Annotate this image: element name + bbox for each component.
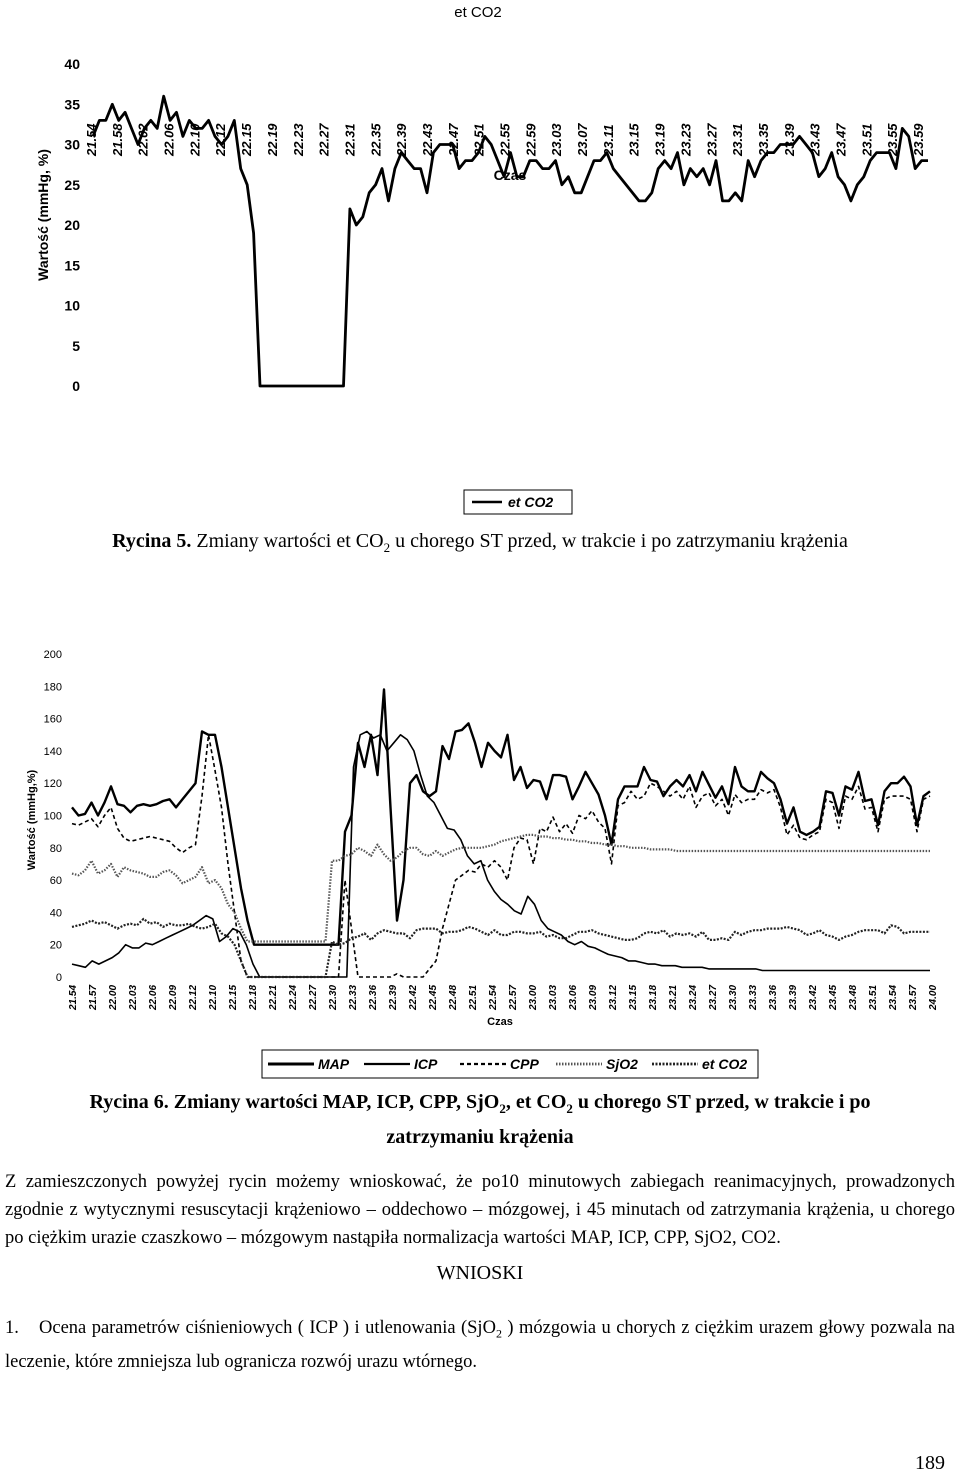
chart2-x-tick-11: 22.24 xyxy=(288,984,299,1010)
figure-6-subscript-a: 2 xyxy=(499,1101,506,1116)
figure-6-label: Rycina 6. xyxy=(89,1091,169,1113)
figure-5-text-a: Zmiany wartości et CO xyxy=(191,530,384,552)
chart2-x-tick-17: 22.42 xyxy=(408,984,419,1010)
chart1-x-tick-23: 23.23 xyxy=(678,123,694,156)
chart2-y-tick-7: 140 xyxy=(43,745,62,758)
chart2-x-tick-2: 22.00 xyxy=(108,984,119,1010)
chart1-legend xyxy=(464,490,572,514)
figure-6-subscript-b: 2 xyxy=(566,1101,573,1116)
chart2-x-tick-42: 23.57 xyxy=(908,984,919,1010)
chart1-x-tick-26: 23.35 xyxy=(755,123,771,156)
chart1-x-tick-14: 22.47 xyxy=(445,123,461,156)
chart1-x-tick-9: 22.27 xyxy=(316,123,332,156)
chart2-y-tick-9: 180 xyxy=(43,681,62,694)
chart2-x-tick-7: 22.10 xyxy=(208,984,219,1010)
chart2-y-tick-8: 160 xyxy=(43,713,62,726)
chart2-x-tick-35: 23.36 xyxy=(768,984,779,1010)
chart2-x-ticks xyxy=(68,985,939,1011)
chart1-x-tick-7: 22.19 xyxy=(264,123,280,156)
chart2-x-tick-3: 22.03 xyxy=(128,984,139,1010)
chart1-x-axis-label: Czas xyxy=(493,167,527,183)
chart2-x-tick-4: 22.06 xyxy=(148,984,159,1010)
chart1-x-tick-21: 23.15 xyxy=(626,123,642,156)
figure-5-caption xyxy=(0,530,960,556)
chart1-x-tick-27: 23.39 xyxy=(781,123,797,156)
chart2-x-tick-38: 23.45 xyxy=(828,984,839,1010)
figure-5-subscript: 2 xyxy=(383,540,391,555)
chart1-x-tick-10: 22.31 xyxy=(342,123,358,156)
chart1-x-tick-13: 22.43 xyxy=(419,123,435,156)
chart2-legend-label-4: et CO2 xyxy=(702,1056,748,1072)
conclusion-text-b: ) mózgowia u chorych z ciężkim urazem głowy pozwala na leczenie, które zmniejsza lub ogranicza rozwój urazu wtórnego. xyxy=(5,1318,955,1372)
chart2-x-tick-37: 23.42 xyxy=(808,984,819,1010)
chart2-y-tick-5: 100 xyxy=(43,810,62,823)
chart2-x-tick-19: 22.48 xyxy=(448,984,459,1010)
chart1-y-tick-5: 25 xyxy=(64,176,80,193)
chart2-legend-label-0: MAP xyxy=(318,1056,350,1072)
chart1-y-tick-7: 35 xyxy=(64,96,80,113)
chart1-x-tick-6: 22.15 xyxy=(239,123,255,156)
chart1-x-tick-15: 22.51 xyxy=(471,123,487,156)
chart2-x-tick-28: 23.15 xyxy=(628,984,639,1010)
chart1-legend-label: et CO2 xyxy=(508,494,554,510)
chart1-title: et CO2 xyxy=(454,4,502,21)
chart2-y-ticks xyxy=(44,649,62,984)
chart2-x-tick-1: 21.57 xyxy=(88,984,99,1010)
chart2-x-tick-34: 23.33 xyxy=(748,984,759,1010)
chart1-x-tick-20: 23.11 xyxy=(600,124,616,156)
figure-6-text-c: u chorego ST przed, w trakcie i po xyxy=(572,1091,871,1113)
chart1-x-tick-17: 22.59 xyxy=(523,123,539,156)
chart1-x-tick-30: 23.51 xyxy=(859,123,875,156)
chart1-y-axis-label: Wartość (mmHg, %) xyxy=(35,149,51,281)
chart2-y-tick-10: 200 xyxy=(43,649,62,661)
chart2-y-tick-2: 40 xyxy=(49,907,62,920)
section-heading: WNIOSKI xyxy=(436,1262,524,1284)
chart2-x-tick-20: 22.51 xyxy=(468,984,479,1010)
chart2-x-tick-30: 23.21 xyxy=(668,984,679,1010)
chart2-series-line-1 xyxy=(72,732,930,978)
chart2-x-tick-15: 22.36 xyxy=(368,984,379,1010)
chart1-x-tick-0: 21.54 xyxy=(84,123,99,156)
chart1-x-tick-22: 23.19 xyxy=(652,123,668,156)
conclusion-text-a: Ocena parametrów ciśnieniowych ( ICP ) i utlenowania (SjO xyxy=(39,1318,496,1338)
chart1-y-tick-2: 10 xyxy=(64,297,80,314)
chart2-x-tick-27: 23.12 xyxy=(608,984,619,1010)
chart2-series-line-3 xyxy=(72,835,930,942)
chart2-y-tick-6: 120 xyxy=(43,778,62,791)
conclusion-number: 1. xyxy=(5,1318,19,1338)
chart2-legend xyxy=(262,1050,758,1078)
chart2-x-tick-41: 23.54 xyxy=(888,984,899,1010)
chart2-x-tick-6: 22.12 xyxy=(188,984,199,1010)
chart1-x-tick-24: 23.27 xyxy=(704,123,720,156)
chart1-y-ticks xyxy=(64,56,80,394)
chart2-x-tick-21: 22.54 xyxy=(488,984,499,1010)
chart2-x-axis-label: Czas xyxy=(487,1016,513,1028)
chart2-series-line-4 xyxy=(72,919,930,977)
chart2-x-tick-10: 22.21 xyxy=(268,984,279,1010)
chart2-y-tick-0: 0 xyxy=(55,972,62,984)
chart2-x-tick-40: 23.51 xyxy=(868,984,879,1010)
chart1-x-tick-3: 22.06 xyxy=(161,123,177,156)
chart2-x-tick-18: 22.45 xyxy=(428,984,439,1010)
etco2-chart xyxy=(0,0,960,510)
chart2-y-tick-4: 80 xyxy=(49,842,62,855)
chart1-x-tick-1: 21.58 xyxy=(109,123,125,156)
chart2-x-tick-23: 23.00 xyxy=(528,984,539,1010)
figure-5-label: Rycina 5. xyxy=(112,530,192,552)
chart2-x-tick-8: 22.15 xyxy=(228,984,239,1010)
figure-6-text-b: , et CO xyxy=(505,1091,567,1113)
conclusion-subscript: 2 xyxy=(495,1326,502,1341)
chart1-x-tick-4: 22.10 xyxy=(187,123,203,156)
page-number: 189 xyxy=(915,1452,945,1474)
chart1-x-tick-31: 23.55 xyxy=(885,123,901,156)
figure-6-line2: zatrzymaniu krążenia xyxy=(386,1126,574,1148)
chart2-x-tick-14: 22.33 xyxy=(348,984,359,1010)
figure-5-text-b: u chorego ST przed, w trakcie i po zatrzymaniu krążenia xyxy=(390,530,848,552)
chart1-x-tick-18: 23.03 xyxy=(549,123,565,156)
chart2-x-tick-12: 22.27 xyxy=(308,984,319,1010)
chart1-y-tick-6: 30 xyxy=(64,136,80,153)
chart2-x-tick-24: 23.03 xyxy=(548,984,559,1010)
chart2-x-tick-16: 22.39 xyxy=(388,984,399,1010)
chart2-y-axis-label: Wartość (mmHg,%) xyxy=(26,769,38,871)
chart2-y-tick-3: 60 xyxy=(49,875,62,888)
chart2-series xyxy=(72,690,930,978)
chart1-x-tick-2: 22.02 xyxy=(135,123,151,156)
conclusion-item xyxy=(5,1314,955,1376)
chart2-series-line-0 xyxy=(72,690,930,945)
chart2-legend-label-3: SjO2 xyxy=(606,1056,638,1072)
chart2-x-tick-22: 22.57 xyxy=(508,984,519,1010)
figure-6-caption xyxy=(20,1088,940,1151)
chart1-x-tick-29: 23.47 xyxy=(833,123,849,156)
chart2-x-tick-25: 23.06 xyxy=(568,984,579,1010)
chart1-x-tick-11: 22.35 xyxy=(368,123,384,156)
chart1-y-tick-1: 5 xyxy=(72,337,80,354)
chart2-x-tick-29: 23.18 xyxy=(648,984,659,1010)
chart1-x-tick-32: 23.59 xyxy=(911,123,926,156)
chart2-x-tick-43: 24.00 xyxy=(928,984,939,1010)
chart2-y-tick-1: 20 xyxy=(49,939,62,952)
chart1-x-tick-12: 22.39 xyxy=(394,123,410,156)
chart2-x-tick-5: 22.09 xyxy=(168,984,179,1010)
chart2-x-tick-39: 23.48 xyxy=(848,984,859,1010)
chart1-x-tick-28: 23.43 xyxy=(807,123,823,156)
figure-6-text-a: Zmiany wartości MAP, ICP, CPP, SjO xyxy=(168,1091,500,1113)
chart2-x-tick-13: 22.30 xyxy=(328,984,339,1010)
chart2-x-tick-36: 23.39 xyxy=(788,984,799,1010)
chart2-x-tick-31: 23.24 xyxy=(688,984,699,1010)
chart2-x-tick-33: 23.30 xyxy=(728,984,739,1010)
chart2-x-tick-26: 23.09 xyxy=(588,984,599,1010)
chart1-y-tick-3: 15 xyxy=(64,257,80,274)
chart1-y-tick-0: 0 xyxy=(72,378,80,394)
chart1-y-tick-4: 20 xyxy=(64,217,80,233)
chart2-x-tick-32: 23.27 xyxy=(708,984,719,1010)
body-paragraph: Z zamieszczonych powyżej rycin możemy wnioskować, że po10 minutowych zabiegach reanimacyjnych, prowadzonych zgodnie z wytycznymi resuscytacji krążeniowo – oddechowo – mózgowej, i 45 minutach od zatrzymania krążenia, u chorego po ciężkim urazie czaszkowo – mózgowym nastąpiła normalizacja wartości MAP, ICP, CPP, SjO2, CO2. xyxy=(5,1172,955,1248)
chart1-x-tick-25: 23.31 xyxy=(730,123,746,156)
chart2-x-tick-9: 22.18 xyxy=(248,984,259,1010)
chart1-x-tick-19: 23.07 xyxy=(575,123,591,156)
chart2-x-tick-0: 21.54 xyxy=(68,984,79,1010)
chart1-x-tick-8: 22.23 xyxy=(290,123,306,156)
chart2-series-line-2 xyxy=(72,735,930,977)
chart1-y-tick-8: 40 xyxy=(64,56,80,72)
chart1-x-tick-5: 22.12 xyxy=(213,123,229,156)
multi-parameter-chart xyxy=(0,630,960,1085)
chart2-legend-label-2: CPP xyxy=(510,1056,539,1072)
chart1-x-tick-16: 22.55 xyxy=(497,123,513,156)
chart2-legend-label-1: ICP xyxy=(414,1056,438,1072)
